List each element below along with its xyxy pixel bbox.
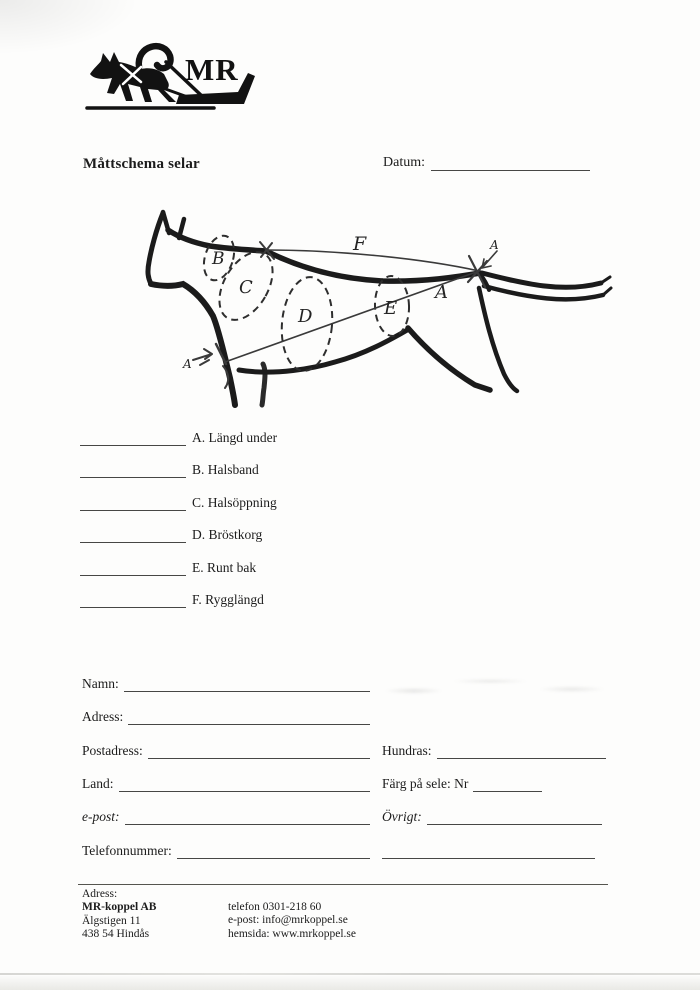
line-label-a: A bbox=[435, 282, 448, 303]
country-label: Land: bbox=[82, 776, 114, 791]
measure-a-blank-line[interactable] bbox=[80, 430, 186, 446]
measure-line-f bbox=[266, 250, 479, 271]
measure-row-a bbox=[80, 430, 277, 446]
footer-address-block bbox=[82, 888, 156, 942]
scan-paper-edge-shadow bbox=[0, 976, 700, 990]
harness-color-field-row bbox=[382, 776, 542, 792]
other-blank-line[interactable] bbox=[427, 809, 602, 825]
measure-e-blank-line[interactable] bbox=[80, 560, 186, 576]
email-blank-line[interactable] bbox=[125, 809, 371, 825]
zone-label-c: C bbox=[239, 277, 253, 298]
footer-address-label: Adress: bbox=[82, 888, 118, 900]
scan-paper-edge-line bbox=[0, 973, 700, 975]
postal-address-label: Postadress: bbox=[82, 743, 143, 758]
phone-label: Telefonnummer: bbox=[82, 843, 172, 858]
footer-website: hemsida: www.mrkoppel.se bbox=[228, 927, 356, 940]
measure-d-blank-line[interactable] bbox=[80, 527, 186, 543]
harness-color-blank-line[interactable] bbox=[473, 776, 542, 792]
measure-row-d bbox=[80, 527, 262, 543]
front-marker-label: A bbox=[183, 357, 192, 371]
measure-f-blank-line[interactable] bbox=[80, 592, 186, 608]
date-label: Datum: bbox=[383, 155, 425, 170]
measure-f-label: F. Rygglängd bbox=[192, 592, 264, 607]
measure-b-label: B. Halsband bbox=[192, 462, 259, 477]
harness-color-label: Färg på sele: Nr bbox=[382, 776, 469, 791]
measure-row-e bbox=[80, 560, 256, 576]
line-label-f: F bbox=[353, 233, 367, 255]
name-field-row bbox=[82, 676, 370, 692]
rear-marker-label: A bbox=[490, 238, 499, 252]
measure-c-label: C. Halsöppning bbox=[192, 495, 277, 510]
zone-label-e: E bbox=[384, 298, 398, 319]
rear-arrow bbox=[482, 251, 497, 268]
page-title: Måttschema selar bbox=[83, 156, 200, 172]
footer-street: Älgstigen 11 bbox=[82, 914, 141, 927]
extra-blank-line[interactable] bbox=[382, 843, 595, 859]
email-field-row bbox=[82, 809, 370, 825]
mr-logo bbox=[84, 32, 269, 114]
footer-email: e-post: info@mrkoppel.se bbox=[228, 914, 348, 927]
email-label: e-post: bbox=[82, 809, 120, 824]
measure-d-label: D. Bröstkorg bbox=[192, 527, 263, 542]
postal-address-blank-line[interactable] bbox=[148, 743, 370, 759]
address-field-row bbox=[82, 709, 370, 725]
name-blank-line[interactable] bbox=[124, 676, 370, 692]
footer-divider bbox=[78, 884, 608, 885]
dog-breed-label: Hundras: bbox=[382, 743, 432, 758]
footer-contact-block bbox=[228, 901, 356, 941]
dog-breed-blank-line[interactable] bbox=[437, 743, 607, 759]
measure-c-blank-line[interactable] bbox=[80, 495, 186, 511]
measure-zone-ellipses bbox=[199, 232, 410, 373]
dog-breed-field-row bbox=[382, 743, 606, 759]
diagram-letters bbox=[182, 233, 499, 371]
footer-phone: telefon 0301-218 60 bbox=[228, 901, 322, 913]
measure-e-label: E. Runt bak bbox=[192, 560, 257, 575]
measure-row-c bbox=[80, 495, 277, 511]
postal-address-field-row bbox=[82, 743, 370, 759]
other-label: Övrigt: bbox=[382, 809, 422, 824]
measure-row-b bbox=[80, 462, 259, 478]
name-label: Namn: bbox=[82, 676, 119, 691]
address-label: Adress: bbox=[82, 709, 124, 724]
phone-blank-line[interactable] bbox=[177, 843, 370, 859]
zone-label-b: B bbox=[212, 249, 225, 269]
measure-row-f bbox=[80, 592, 264, 608]
zone-label-d: D bbox=[298, 306, 313, 327]
phone-field-row bbox=[82, 843, 370, 859]
date-blank-line[interactable] bbox=[431, 155, 590, 171]
other-field-row bbox=[382, 809, 602, 825]
measure-a-label: A. Längd under bbox=[192, 430, 278, 445]
front-arrow bbox=[193, 349, 212, 365]
dog-outline-sketch bbox=[148, 212, 611, 405]
dog-measurement-diagram bbox=[135, 198, 619, 414]
footer-company-name: MR-koppel AB bbox=[82, 901, 157, 914]
logo-brand-text: MR bbox=[185, 52, 239, 87]
scan-smudge bbox=[378, 670, 633, 702]
country-field-row bbox=[82, 776, 370, 792]
address-blank-line[interactable] bbox=[128, 709, 370, 725]
logo-dog-icon bbox=[90, 52, 176, 102]
date-field-row bbox=[383, 155, 590, 171]
footer-postal-city: 438 54 Hindås bbox=[82, 928, 150, 941]
country-blank-line[interactable] bbox=[119, 776, 371, 792]
measure-b-blank-line[interactable] bbox=[80, 462, 186, 478]
